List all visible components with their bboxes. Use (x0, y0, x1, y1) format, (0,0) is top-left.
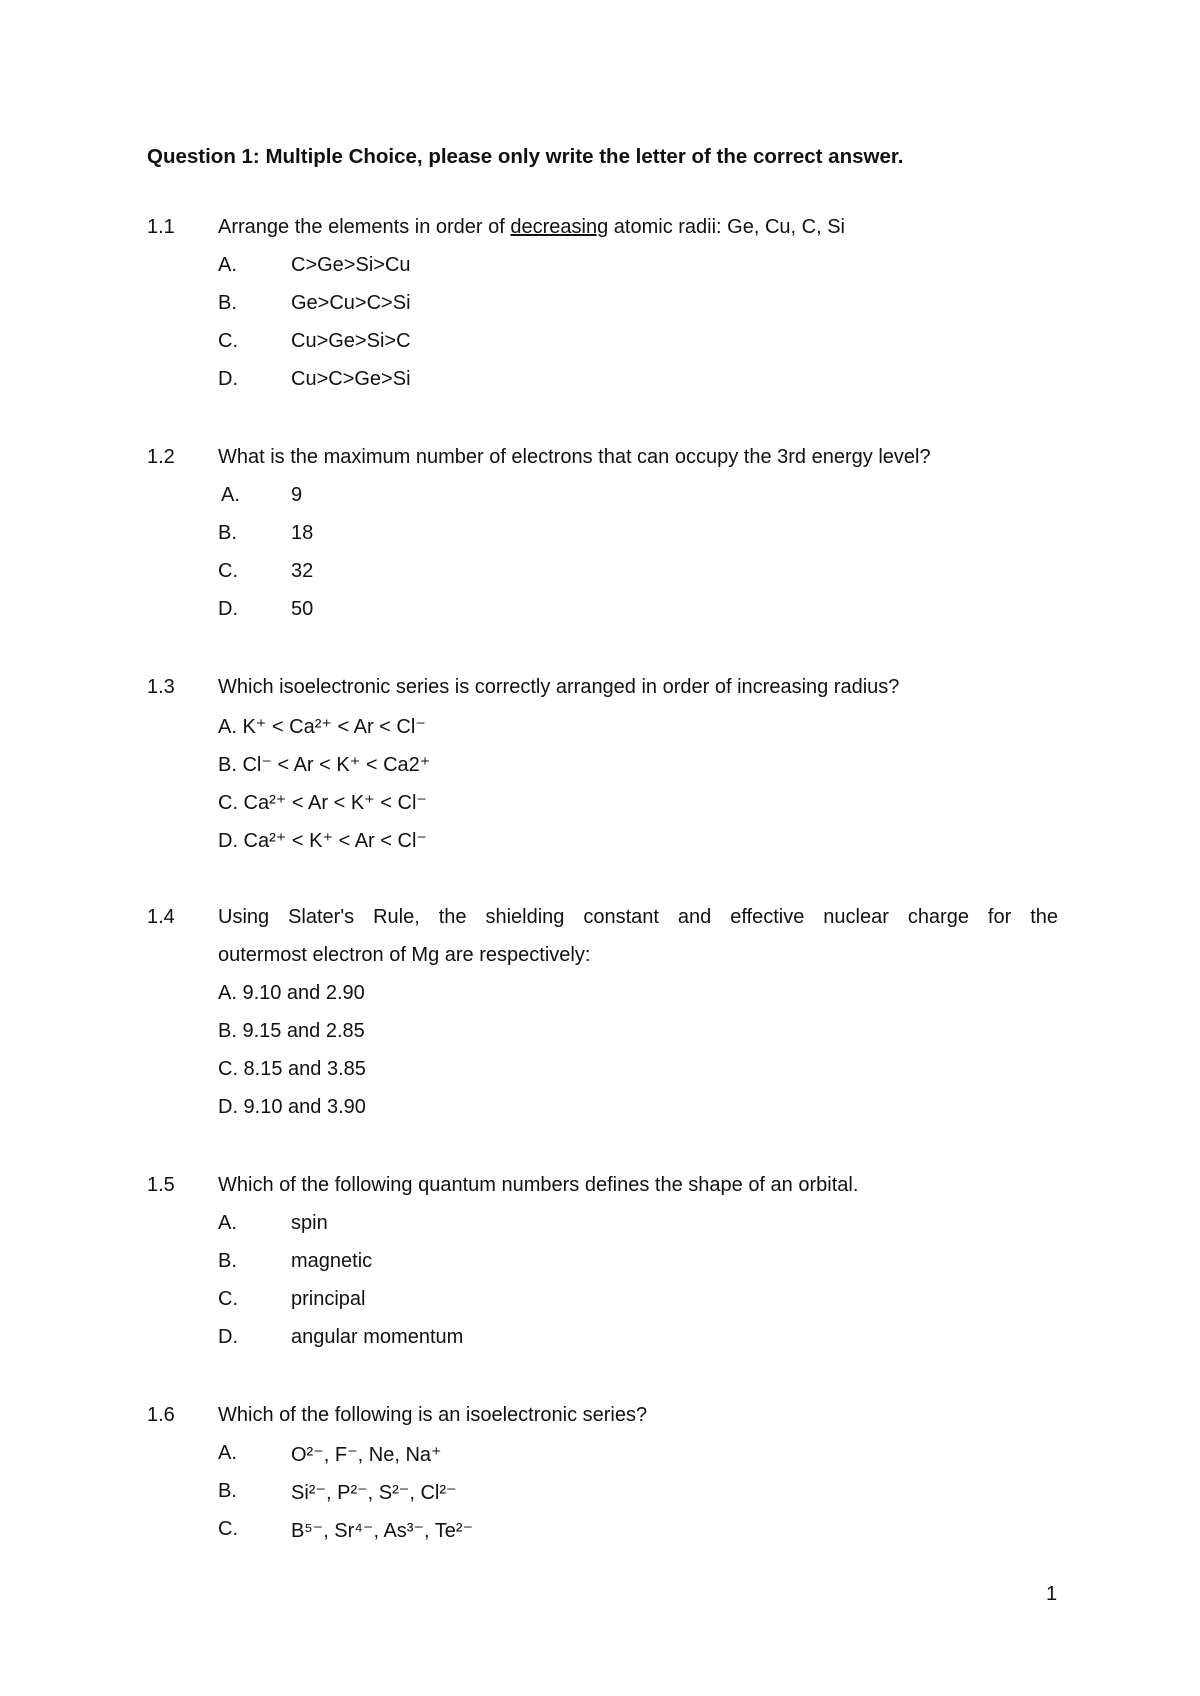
question-text: Which isoelectronic series is correctly arranged in order of increasing radius? (218, 676, 900, 698)
option-letter: B. (218, 1480, 237, 1502)
option-letter: C. (218, 1288, 238, 1310)
option-letter: A. (218, 1212, 237, 1234)
option-text: C. 8.15 and 3.85 (218, 1058, 366, 1080)
question-number: 1.2 (147, 446, 175, 468)
question-text: Which of the following quantum numbers defines the shape of an orbital. (218, 1174, 859, 1196)
option-text: C>Ge>Si>Cu (291, 254, 411, 276)
option-letter: C. (218, 330, 238, 352)
option-letter: B. (218, 1250, 237, 1272)
question-text: Arrange the elements in order of decreasing atomic radii: Ge, Cu, C, Si (218, 216, 845, 238)
option-text: B⁵⁻, Sr⁴⁻, As³⁻, Te²⁻ (291, 1520, 474, 1542)
option-text: Cu>Ge>Si>C (291, 330, 411, 352)
option-letter: B. (218, 522, 237, 544)
question-number: 1.1 (147, 216, 175, 238)
question-text: Using Slater's Rule, the shielding constant and effective nuclear charge for the (218, 906, 1058, 928)
option-text: O²⁻, F⁻, Ne, Na⁺ (291, 1444, 442, 1466)
option-letter: D. (218, 1326, 238, 1348)
option-text: 9 (291, 484, 303, 506)
option-text: A. 9.10 and 2.90 (218, 982, 365, 1004)
option-text: D. 9.10 and 3.90 (218, 1096, 366, 1118)
question-number: 1.6 (147, 1404, 175, 1426)
question-text-continued: outermost electron of Mg are respectively: (218, 944, 591, 966)
option-letter: C. (218, 1518, 238, 1540)
option-text: principal (291, 1288, 366, 1310)
option-text: 32 (291, 560, 314, 582)
emphasis-underline: decreasing (510, 216, 609, 238)
option-letter: A. (218, 1442, 237, 1464)
option-text: Cu>C>Ge>Si (291, 368, 411, 390)
option-text: angular momentum (291, 1326, 464, 1348)
question-text: Which of the following is an isoelectronic series? (218, 1404, 648, 1426)
question-number: 1.5 (147, 1174, 175, 1196)
option-text: B. Cl⁻ < Ar < K⁺ < Ca2⁺ (218, 754, 431, 776)
option-text: Si²⁻, P²⁻, S²⁻, Cl²⁻ (291, 1482, 457, 1504)
option-letter: A. (221, 484, 240, 506)
question-number: 1.3 (147, 676, 175, 698)
option-letter: D. (218, 598, 238, 620)
option-text: D. Ca²⁺ < K⁺ < Ar < Cl⁻ (218, 830, 427, 852)
option-letter: D. (218, 368, 238, 390)
section-heading: Question 1: Multiple Choice, please only write the letter of the correct answer. (147, 145, 904, 168)
option-text: magnetic (291, 1250, 373, 1272)
option-letter: A. (218, 254, 237, 276)
page-number: 1 (1046, 1583, 1058, 1605)
option-text: B. 9.15 and 2.85 (218, 1020, 365, 1042)
option-text: spin (291, 1212, 328, 1234)
option-text: Ge>Cu>C>Si (291, 292, 411, 314)
option-text: A. K⁺ < Ca²⁺ < Ar < Cl⁻ (218, 716, 426, 738)
option-text: 50 (291, 598, 314, 620)
question-text: What is the maximum number of electrons that can occupy the 3rd energy level? (218, 446, 931, 468)
option-letter: C. (218, 560, 238, 582)
option-letter: B. (218, 292, 237, 314)
option-text: C. Ca²⁺ < Ar < K⁺ < Cl⁻ (218, 792, 427, 814)
option-text: 18 (291, 522, 314, 544)
question-number: 1.4 (147, 906, 175, 928)
